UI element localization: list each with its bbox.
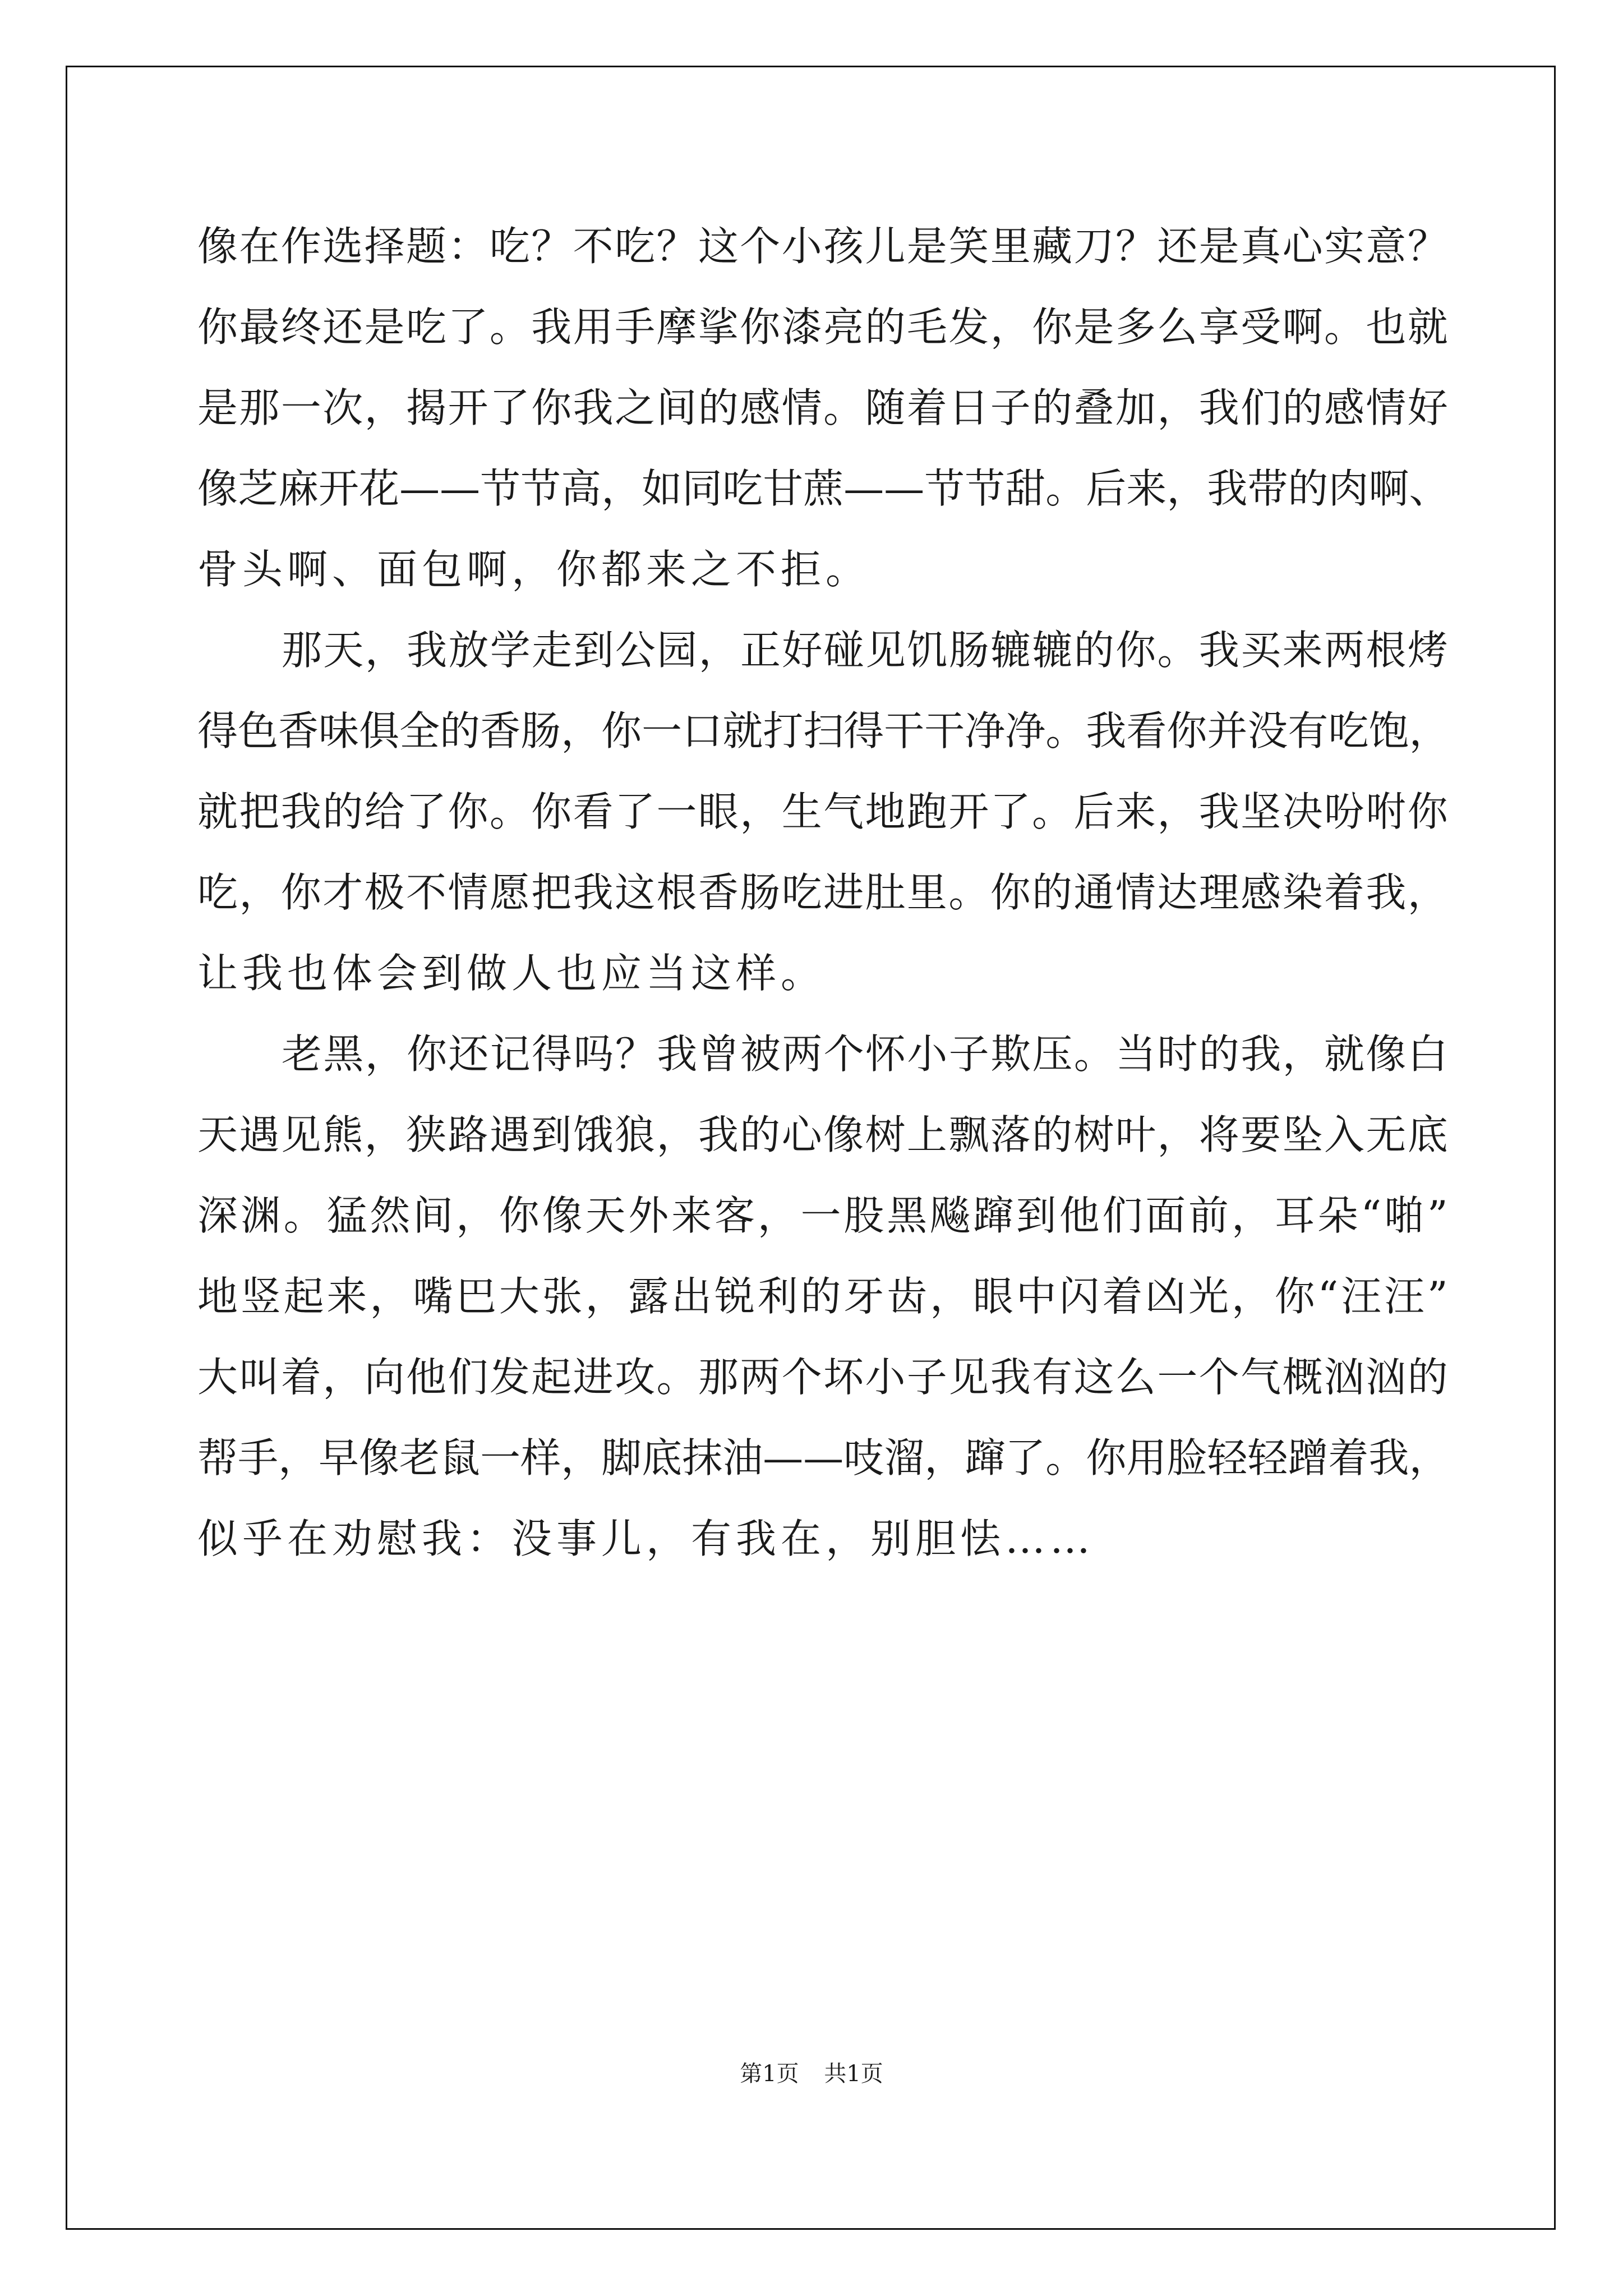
document-body <box>197 206 1448 1579</box>
text-line: 就 把 我 的 给 了 你 。 你 看 了 一 眼 ， 生 气 地 跑 开 了 。 后 来 ， 我 坚 决 吩 咐 你 <box>197 788 1448 835</box>
text-line: 似乎在劝慰我：没事儿，有我在，别胆怯…… <box>197 1515 1095 1562</box>
text-line: 得 色 香 味 俱 全 的 香 肠 ， 你 一 口 就 打 扫 得 干 干 净 净 。 我 看 你 并 没 有 吃 饱 ， <box>197 707 1450 754</box>
text-line: 帮 手 ， 早 像 老 鼠 一 样 ， 脚 底 抹 油 — — 吱 溜 ， 蹿 了 。 你 用 脸 轻 轻 蹭 着 我 ， <box>197 1434 1450 1481</box>
page-footer <box>0 2056 1623 2088</box>
text-line: 大 叫 着 ， 向 他 们 发 起 进 攻 。 那 两 个 坏 小 子 见 我 有 这 么 一 个 气 概 汹 汹 的 <box>197 1354 1448 1401</box>
text-line: 天 遇 见 熊 ， 狭 路 遇 到 饿 狼 ， 我 的 心 像 树 上 飘 落 的 树 叶 ， 将 要 坠 入 无 底 <box>197 1111 1448 1158</box>
text-line: 吃 ， 你 才 极 不 情 愿 把 我 这 根 香 肠 吃 进 肚 里 。 你 的 通 情 达 理 感 染 着 我 ， <box>197 869 1448 916</box>
text-line: 地 竖 起 来 ， 嘴 巴 大 张 ， 露 出 锐 利 的 牙 齿 ， 眼 中 闪 着 凶 光 ， 你 “ 汪 汪 ” <box>197 1273 1448 1320</box>
page-number-total: 共1页 <box>824 2061 883 2087</box>
text-line: 像 在 作 选 择 题 ： 吃 ？ 不 吃 ？ 这 个 小 孩 儿 是 笑 里 藏 刀 ？ 还 是 真 心 实 意 ？ <box>197 223 1448 270</box>
text-line: 深 渊 。 猛 然 间 ， 你 像 天 外 来 客 ， 一 股 黑 飚 蹿 到 他 们 面 前 ， 耳 朵 “ 啪 ” <box>197 1192 1448 1239</box>
page-number-current: 第1页 <box>740 2061 799 2087</box>
text-line: 像 芝 麻 开 花 — — 节 节 高 ， 如 同 吃 甘 蔗 — — 节 节 甜 。 后 来 ， 我 带 的 肉 啊 、 <box>197 465 1450 512</box>
text-line: 让我也体会到做人也应当这样。 <box>197 950 826 997</box>
text-line: 老 黑 ， 你 还 记 得 吗 ？ 我 曾 被 两 个 怀 小 子 欺 压 。 当 时 的 我 ， 就 像 白 <box>282 1030 1448 1078</box>
text-line: 骨头啊、面包啊，你都来之不拒。 <box>197 546 871 593</box>
text-line: 你 最 终 还 是 吃 了 。 我 用 手 摩 挲 你 漆 亮 的 毛 发 ， 你 是 多 么 享 受 啊 。 也 就 <box>197 303 1448 351</box>
text-line: 是 那 一 次 ， 揭 开 了 你 我 之 间 的 感 情 。 随 着 日 子 的 叠 加 ， 我 们 的 感 情 好 <box>197 384 1448 431</box>
text-line: 那 天 ， 我 放 学 走 到 公 园 ， 正 好 碰 见 饥 肠 辘 辘 的 你 。 我 买 来 两 根 烤 <box>282 627 1448 674</box>
